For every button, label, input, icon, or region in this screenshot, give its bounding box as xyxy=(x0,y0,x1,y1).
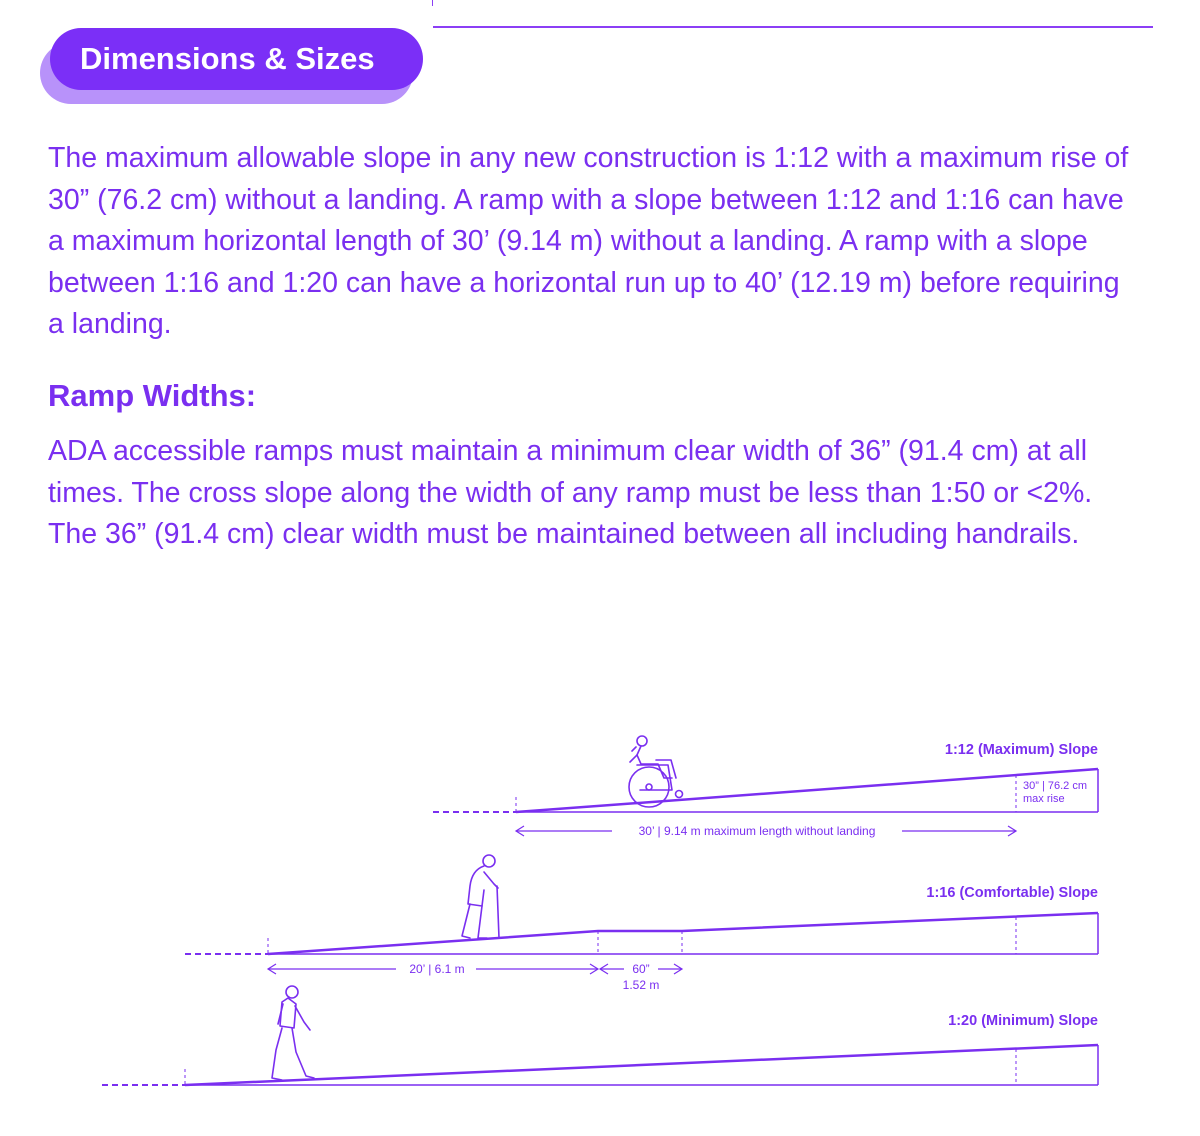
section-badge-label: Dimensions & Sizes xyxy=(80,41,375,76)
ramp-widths-paragraph: ADA accessible ramps must maintain a minimum clear width of 36” (91.4 cm) at all times. The cross slope along the width of any ramp must be less than 1:50 or <2%. The 36” (91.4 cm) clear width must be maintained between all including handrails. xyxy=(48,435,1093,551)
ramp-1-12-length-label: 30’ | 9.14 m maximum length without landing xyxy=(638,824,876,838)
top-rule-tick xyxy=(432,0,433,6)
ramp-1-12-rise-label: 30” | 76.2 cm xyxy=(1023,780,1087,792)
ramp-1-16-surface xyxy=(268,913,1098,954)
elderly-person-with-cane-icon xyxy=(462,855,499,938)
section-badge xyxy=(50,28,423,90)
ramp-1-16-label: 1:16 (Comfortable) Slope xyxy=(926,885,1098,901)
ramp-1-16 xyxy=(185,855,1098,992)
landing-length-label: 60” xyxy=(632,962,650,976)
ramp-1-20-label: 1:20 (Minimum) Slope xyxy=(948,1013,1098,1029)
ramp-1-20-surface xyxy=(185,1045,1098,1085)
ramp-widths-heading: Ramp Widths: xyxy=(48,378,257,413)
ramp-1-16-length-label: 20’ | 6.1 m xyxy=(409,962,465,976)
wheelchair-user-icon xyxy=(629,736,683,807)
walking-person-icon xyxy=(272,986,314,1080)
ramp-1-12-rise-sublabel: max rise xyxy=(1023,793,1065,805)
intro-paragraph: The maximum allowable slope in any new construction is 1:12 with a maximum rise of 30” (76.2 cm) without a landing. A ramp with a slope between 1:12 and 1:16 can have a maximum horizontal length of 30’ (9.14 m) without a landing. A ramp with a slope between 1:16 and 1:20 can have a horizontal run up to 40’ (12.19 m) before requiring a landing. xyxy=(48,142,1129,341)
section-divider-line xyxy=(433,26,1153,28)
ramp-1-12 xyxy=(433,736,1098,838)
landing-length-sublabel: 1.52 m xyxy=(622,978,660,992)
ramp-1-20 xyxy=(102,986,1098,1085)
ramp-1-12-label: 1:12 (Maximum) Slope xyxy=(944,742,1098,758)
ramp-slopes-diagram xyxy=(0,700,1200,1136)
ramp-1-12-surface xyxy=(516,769,1098,812)
